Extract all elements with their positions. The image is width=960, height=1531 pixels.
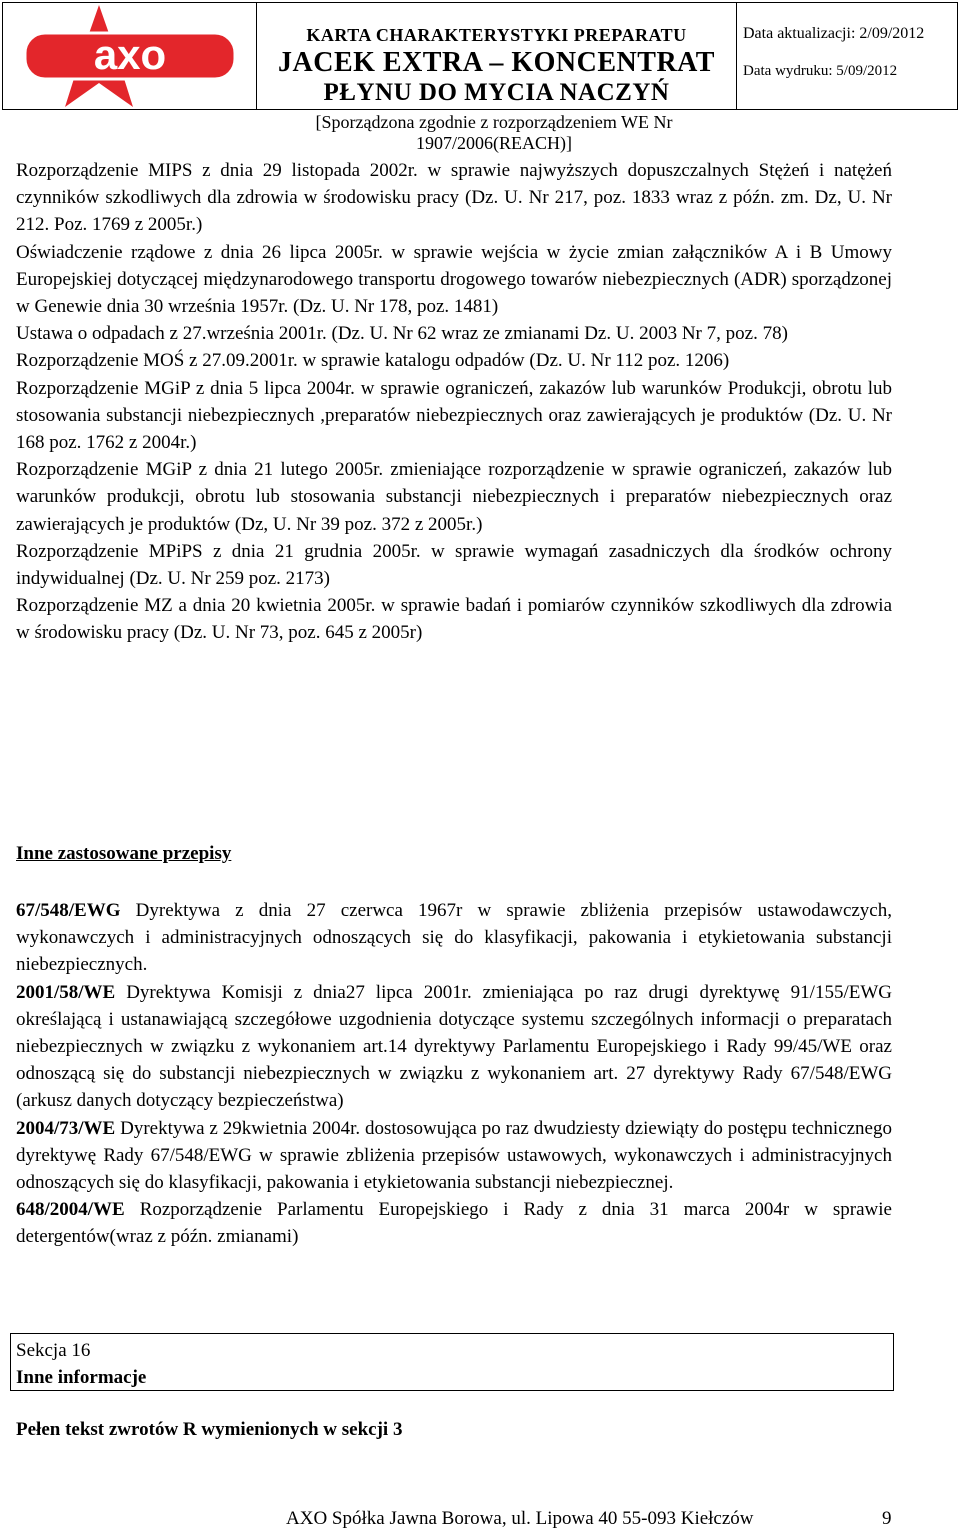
directive-code: 2004/73/WE	[16, 1117, 116, 1139]
title-cell	[257, 3, 737, 109]
regulation-paragraph: Rozporządzenie MOŚ z 27.09.2001r. w sprawie katalogu odpadów (Dz. U. Nr 112 poz. 1206)	[16, 350, 730, 372]
directive-text: Rozporządzenie Parlamentu Europejskiego i Rady z dnia 31 marca 2004r w sprawie detergentów(wraz z późn. zmianami)	[16, 1199, 892, 1248]
section-title: Inne informacje	[16, 1367, 147, 1388]
section-number: Sekcja 16	[16, 1340, 91, 1361]
regulation-note: [Sporządzona zgodnie z rozporządzeniem WE Nr 1907/2006(REACH)]	[315, 112, 673, 153]
footer-company: AXO Spółka Jawna Borowa, ul. Lipowa 40 55-093 Kiełczów	[286, 1508, 754, 1529]
document-header	[2, 2, 958, 110]
other-regulations-heading: Inne zastosowane przepisy	[16, 843, 232, 864]
logo-cell	[3, 3, 257, 109]
regulation-paragraph: Rozporządzenie MPiPS z dnia 21 grudnia 2005r. w sprawie wymagań zasadniczych dla środków ochrony indywidualnej (Dz. U. Nr 259 poz. 2173)	[16, 540, 892, 590]
directive-text: Dyrektywa z dnia 27 czerwca 1967r w sprawie zbliżenia przepisów ustawodawczych, wykonawczych i administracyjnych odnoszących się do klasyfikacji, pakowania i etykietowania substancji niebezpiecznych.	[16, 900, 892, 976]
directive-code: 2001/58/WE	[16, 981, 116, 1003]
directives-list	[16, 897, 892, 1251]
directive-code: 648/2004/WE	[16, 1199, 125, 1221]
page-number: 9	[882, 1508, 892, 1529]
directive-code: 67/548/EWG	[16, 900, 121, 921]
regulation-paragraph: Rozporządzenie MIPS z dnia 29 listopada 2002r. w sprawie najwyższych dopuszczalnych Stężeń i natężeń czynników szkodliwych dla zdrowia w środowisku pracy (Dz. U. Nr 217, poz. 1833 wraz z późn. zm. Dz, U. Nr 212. Poz. 1769 z 2005r.)	[16, 160, 892, 236]
update-date: Data aktualizacji: 2/09/2012	[743, 25, 925, 42]
r-phrases-heading: Pełen tekst zwrotów R wymienionych w sekcji 3	[16, 1419, 403, 1440]
directive-paragraph	[16, 979, 892, 1115]
section-16-box	[10, 1333, 894, 1391]
axo-logo	[3, 3, 257, 109]
product-name-line1: JACEK EXTRA – KONCENTRAT	[278, 47, 715, 78]
regulation-paragraph: Ustawa o odpadach z 27.września 2001r. (Dz. U. Nr 62 wraz ze zmianami Dz. U. 2003 Nr 7, poz. 78)	[16, 323, 788, 345]
directive-text: Dyrektywa Komisji z dnia27 lipca 2001r. zmieniająca po raz drugi dyrektywę 91/155/EWG określającą i ustanawiającą szczegółowe uzgodnienia dotyczące systemu szczególnych informacji o preparatach niebezpiecznych w związku z wykonaniem art.14 dyrektywy Parlamentu Europejskiego i Rady 99/45/WE oraz odnoszącą się do substancji niebezpiecznych w związku z wykonaniem art. 27 dyrektywy Rady 67/548/EWG (arkusz danych dotyczący bezpieczeństwa)	[16, 981, 892, 1112]
regulations-list	[16, 157, 892, 647]
doc-type: KARTA CHARAKTERYSTYKI PREPARATU	[306, 25, 687, 45]
regulation-paragraph: Oświadczenie rządowe z dnia 26 lipca 2005r. w sprawie wejścia w życie zmian załączników A i B Umowy Europejskiej dotyczącej międzynarodowego transportu drogowego towarów niebezpiecznych (ADR) sporządzonej w Genewie dnia 30 września 1957r. (Dz. U. Nr 178, poz. 1481)	[16, 241, 892, 318]
regulation-paragraph: Rozporządzenie MZ a dnia 20 kwietnia 2005r. w sprawie badań i pomiarów czynników szkodliwych dla zdrowia w środowisku pracy (Dz. U. Nr 73, poz. 645 z 2005r)	[16, 595, 892, 644]
regulation-paragraph: Rozporządzenie MGiP z dnia 5 lipca 2004r. w sprawie ograniczeń, zakazów lub warunków Produkcji, obrotu lub stosowania substancji niebezpiecznych ,preparatów niebezpiecznych oraz zawierających je produktów (Dz. U. Nr 168 poz. 1762 z 2004r.)	[16, 377, 892, 454]
regulation-paragraph: Rozporządzenie MGiP z dnia 21 lutego 2005r. zmieniające rozporządzenie w sprawie ograniczeń, zakazów lub warunków produkcji, obrotu lub stosowania substancji niebezpiecznych i preparatów niebezpiecznych oraz zawierających je produktów (Dz, U. Nr 39 poz. 372 z 2005r.)	[16, 459, 892, 535]
print-date: Data wydruku: 5/09/2012	[743, 63, 898, 79]
directive-paragraph	[16, 1196, 892, 1250]
product-name-line2: PŁYNU DO MYCIA NACZYŃ	[323, 79, 670, 106]
directive-text: Dyrektywa z 29kwietnia 2004r. dostosowująca po raz dwudziesty dziewiąty do postępu technicznego dyrektywę Rady 67/548/EWG w sprawie zbliżenia przepisów ustawowych, wykonawczych i administracyjnych odnoszących się do klasyfikacji, pakowania i etykietowania substancji niebezpiecznej.	[16, 1117, 892, 1194]
directive-paragraph	[16, 1115, 892, 1197]
logo-text: axo	[93, 31, 167, 78]
date-cell	[737, 3, 957, 109]
directive-paragraph	[16, 897, 892, 979]
